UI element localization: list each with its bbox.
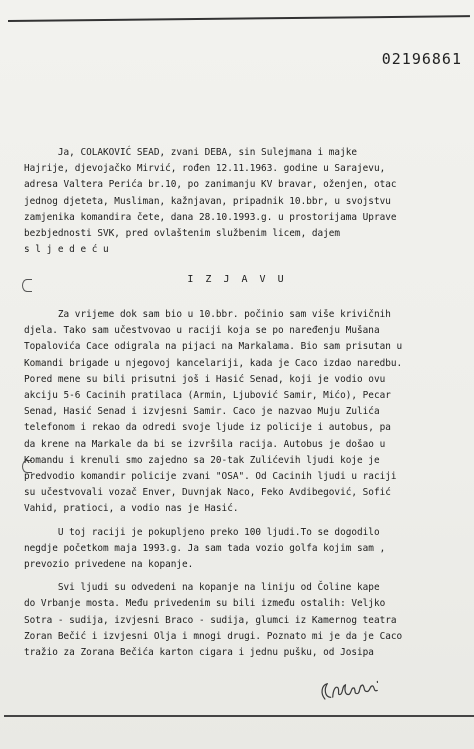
paragraph-line: su učestvovali vozač Enver, Duvnjak Naco, Feko Avdibegović, Sofić	[24, 487, 391, 499]
intro-line: Hajrije, djevojačko Mirvić, rođen 12.11.1963. godine u Sarajevu,	[24, 163, 386, 175]
paragraph-line: Zoran Bečić i izvjesni Olja i mnogi drugi. Poznato mi je da je Caco	[24, 630, 403, 642]
intro-line: bezbjednosti SVK, pred ovlaštenim službenim licem, dajem	[24, 228, 341, 240]
intro-line: adresa Valtera Perića br.10, po zanimanju KV bravar, oženjen, otac	[24, 179, 397, 191]
paragraph-line: Za vrijeme dok sam bio u 10.bbr. počinio sam više krivičnih	[24, 309, 391, 320]
paragraph-gap	[24, 573, 464, 580]
paragraph-line: Pored mene su bili prisutni još i Hasić Senad, koji je vodio ovu	[24, 373, 386, 385]
paragraph-line: U toj raciji je pokupljeno preko 100 ljudi.To se dogodilo	[24, 526, 380, 538]
paragraph-line: djela. Tako sam učestvovao u raciji koja se po naređenju Mušana	[24, 325, 380, 337]
paragraph-line: predvodio komandir policije zvani "OSA". Od Cacinih ljudi u raciji	[24, 471, 397, 483]
handwritten-signature	[317, 672, 389, 705]
paragraph-line: Sotra - sudija, izvjesni Braco - sudija, glumci iz Kamernog teatra	[24, 614, 397, 626]
document-number: 02196861	[381, 50, 462, 68]
document-title: I Z J A V U	[187, 274, 287, 285]
paragraph-line: Komandi brigade u njegovoj kancelariji, kada je Caco izdao naredbu.	[24, 357, 403, 369]
intro-line: Ja, COLAKOVIĆ SEAD, zvani DEBA, sin Sulejmana i majke	[24, 147, 358, 158]
paragraph-line: Topalovića Cace odigrala na pijaci na Markalama. Bio sam prisutan u	[24, 341, 403, 353]
paragraph-line: prevozio privedene na kopanje.	[24, 559, 194, 571]
paragraph-line: tražio za Zorana Bečića karton cigara i jednu pušku, od Josipa	[24, 647, 374, 659]
paragraph-line: Senad, Hasić Senad i izvjesni Samir. Caco je nazvao Muju Zulića	[24, 406, 380, 418]
bottom-rule	[4, 715, 474, 717]
signature-icon	[317, 672, 389, 705]
paragraph-line: akciju 5-6 Cacinih pratilaca (Armin, Ljubović Samir, Mićo), Pecar	[24, 390, 391, 402]
intro-line: zamjenika komandira čete, dana 28.10.1993.g. u prostorijama Uprave	[24, 211, 397, 223]
paragraph-line: Vahid, pratioci, a vodio nas je Hasić.	[24, 503, 239, 515]
paragraph-line: Komandu i krenuli smo zajedno sa 20-tak Zulićevih ljudi koje je	[24, 454, 380, 466]
paragraph-line: negdje početkom maja 1993.g. Ja sam tada vozio golfa kojim sam ,	[24, 542, 386, 554]
paragraph-gap	[24, 518, 464, 525]
statement-intro	[24, 145, 464, 258]
paragraph	[24, 580, 464, 661]
statement-body	[24, 307, 464, 661]
paragraph	[24, 525, 464, 574]
intro-line: s l j e d e ć u	[24, 244, 109, 256]
paragraph	[24, 307, 464, 518]
paragraph-line: telefonom i rekao da odredi svoje ljude iz policije i autobus, pa	[24, 422, 391, 434]
paragraph-line: da krene na Markale da bi se izvršila racija. Autobus je došao u	[24, 438, 386, 450]
paragraph-line: Svi ljudi su odvedeni na kopanje na liniju od Čoline kape	[24, 582, 380, 594]
top-rule	[8, 15, 470, 22]
paragraph-line: do Vrbanje mosta. Među privedenim su bili između ostalih: Veljko	[24, 598, 386, 610]
intro-line: jednog djeteta, Musliman, kažnjavan, pripadnik 10.bbr, u svojstvu	[24, 195, 391, 207]
